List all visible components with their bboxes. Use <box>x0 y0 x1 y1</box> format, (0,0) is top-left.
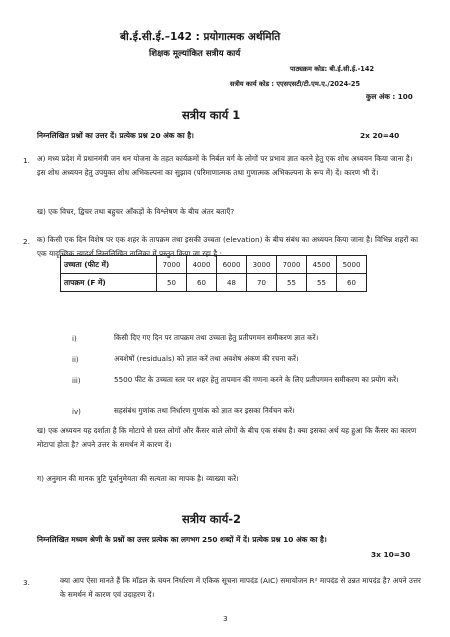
table-cell: 70 <box>247 274 277 292</box>
course-title: बी.ई.सी.ई.–142 : प्रयोगात्मक अर्थमिति <box>120 31 281 43</box>
subpart-label: ii) <box>72 356 79 364</box>
table-row <box>61 274 367 292</box>
course-code: पाठ्यक्रम कोड: बी.ई.सी.ई.-142 <box>290 65 375 73</box>
table-cell: 50 <box>157 274 187 292</box>
q2-part-a: क) किसी एक दिन विशेष पर एक शहर के तापक्रम तथा इसकी उच्चता (elevation) के बीच संबंध का अध्ययन किया जाना है। विभिन्न शहरों का एक यादृच्छिक न्यादर्श निम्नलिखित तालिका में प्रस्तुत किया जा रहा है : <box>37 235 419 258</box>
row-label-elevation: उच्चता (फीट में) <box>61 256 157 274</box>
assignment-code: सत्रीय कार्य कोड : एएसएसटी/टी.एम.ए./2024-25 <box>230 80 361 88</box>
section2-instruction: निम्नलिखित मध्यम श्रेणी के प्रश्नों का उत्तर प्रत्येक का लगभग 250 शब्दों में दें। प्रत्येक प्रश्न 10 अंक का है। <box>37 535 327 544</box>
section1-heading: सत्रीय कार्य 1 <box>182 108 241 122</box>
q3-text: क्या आप ऐसा मानते हैं कि मॉडल के चयन निर्धारण में एकिक सूचना मापदंड (AIC) समायोजन R² मापदंड से उन्नत मापदंड है? अपने उत्तर के समर्थन में कारण एवं उदाहरण दें। <box>60 576 421 599</box>
table-cell: 4000 <box>187 256 217 274</box>
subpart-text: 5500 फीट के उच्चता स्तर पर शहर हेतु तापमान की गणना करने के लिए प्रतीपगमन समीकरण का प्रयोग करें। <box>114 375 399 384</box>
subpart-text: अवशेषों (residuals) को ज्ञात करें तथा अवशेष अंकण की रचना करें। <box>114 354 299 363</box>
assignment-subtitle: शिक्षक मूल्यांकित सत्रीय कार्य <box>149 49 241 59</box>
table-cell: 6000 <box>217 256 247 274</box>
q2-number: 2. <box>23 237 30 246</box>
section1-marks: 2x 20=40 <box>360 131 400 140</box>
table-cell: 7000 <box>157 256 187 274</box>
row-label-temperature: तापक्रम (F में) <box>61 274 157 292</box>
q2-part-b: ख) एक अध्ययन यह दर्शाता है कि मोटापे से ग्रस्त लोगों और कैंसर वाले लोगों के बीच एक संबंध है। क्या इसका अर्थ यह हुआ कि कैंसर का कारण मोटापा होता है? अपने उत्तर के समर्थन में कारण दें। <box>37 426 417 449</box>
q1-part-a: अ) मध्य प्रदेश में प्रधानमंत्री जन धन योजना के तहत कार्यक्रमों के निर्बल वर्ग के लोगों पर प्रभाव ज्ञात करने हेतु एक शोध अध्ययन किया जाना है। इस शोध अध्ययन हेतु उपयुक्त शोध अभिकल्पना का सुझाव (परिमाणात्मक तथा गुणात्मक अभिकल्पना के रूप में) दें। कारण भी दें। <box>37 154 413 177</box>
section2-marks: 3x 10=30 <box>371 550 411 559</box>
table-cell: 60 <box>187 274 217 292</box>
table-cell: 55 <box>307 274 337 292</box>
table-cell: 4500 <box>307 256 337 274</box>
q1-number: 1. <box>23 156 30 165</box>
table-cell: 60 <box>337 274 367 292</box>
subpart-label: i) <box>72 335 77 343</box>
total-marks: कुल अंक : 100 <box>366 92 413 101</box>
q2-part-c: ग) अनुमान की मानक त्रुटि पूर्वानुमेयता की सत्यता का मापक है। व्याख्या करें। <box>37 474 239 483</box>
page-number: 3 <box>223 614 228 623</box>
subpart-text: सहसंबंध गुणांक तथा निर्धारण गुणांक को ज्ञात कर इसका निर्वचन करें। <box>114 406 295 415</box>
elevation-temperature-table <box>60 255 367 292</box>
table-cell: 55 <box>277 274 307 292</box>
table-cell: 3000 <box>247 256 277 274</box>
table-cell: 5000 <box>337 256 367 274</box>
subpart-label: iii) <box>72 377 81 385</box>
table-cell: 7000 <box>277 256 307 274</box>
table-cell: 48 <box>217 274 247 292</box>
q1-part-b: ख) एक विचर, द्विचर तथा बहुचर आँकड़ों के विश्लेषण के बीच अंतर बताएँ? <box>37 207 235 216</box>
section1-instruction: निम्नलिखित प्रश्नों का उत्तर दें। प्रत्येक प्रश्न 20 अंक का है। <box>37 131 194 140</box>
section2-heading: सत्रीय कार्य-2 <box>182 512 242 526</box>
subpart-text: किसी दिए गए दिन पर तापक्रम तथा उच्चता हेतु प्रतीपगमन समीकरण ज्ञात करें। <box>114 333 319 342</box>
table-row <box>61 256 367 274</box>
subpart-label: iv) <box>72 408 81 416</box>
q3-number: 3. <box>23 578 30 587</box>
